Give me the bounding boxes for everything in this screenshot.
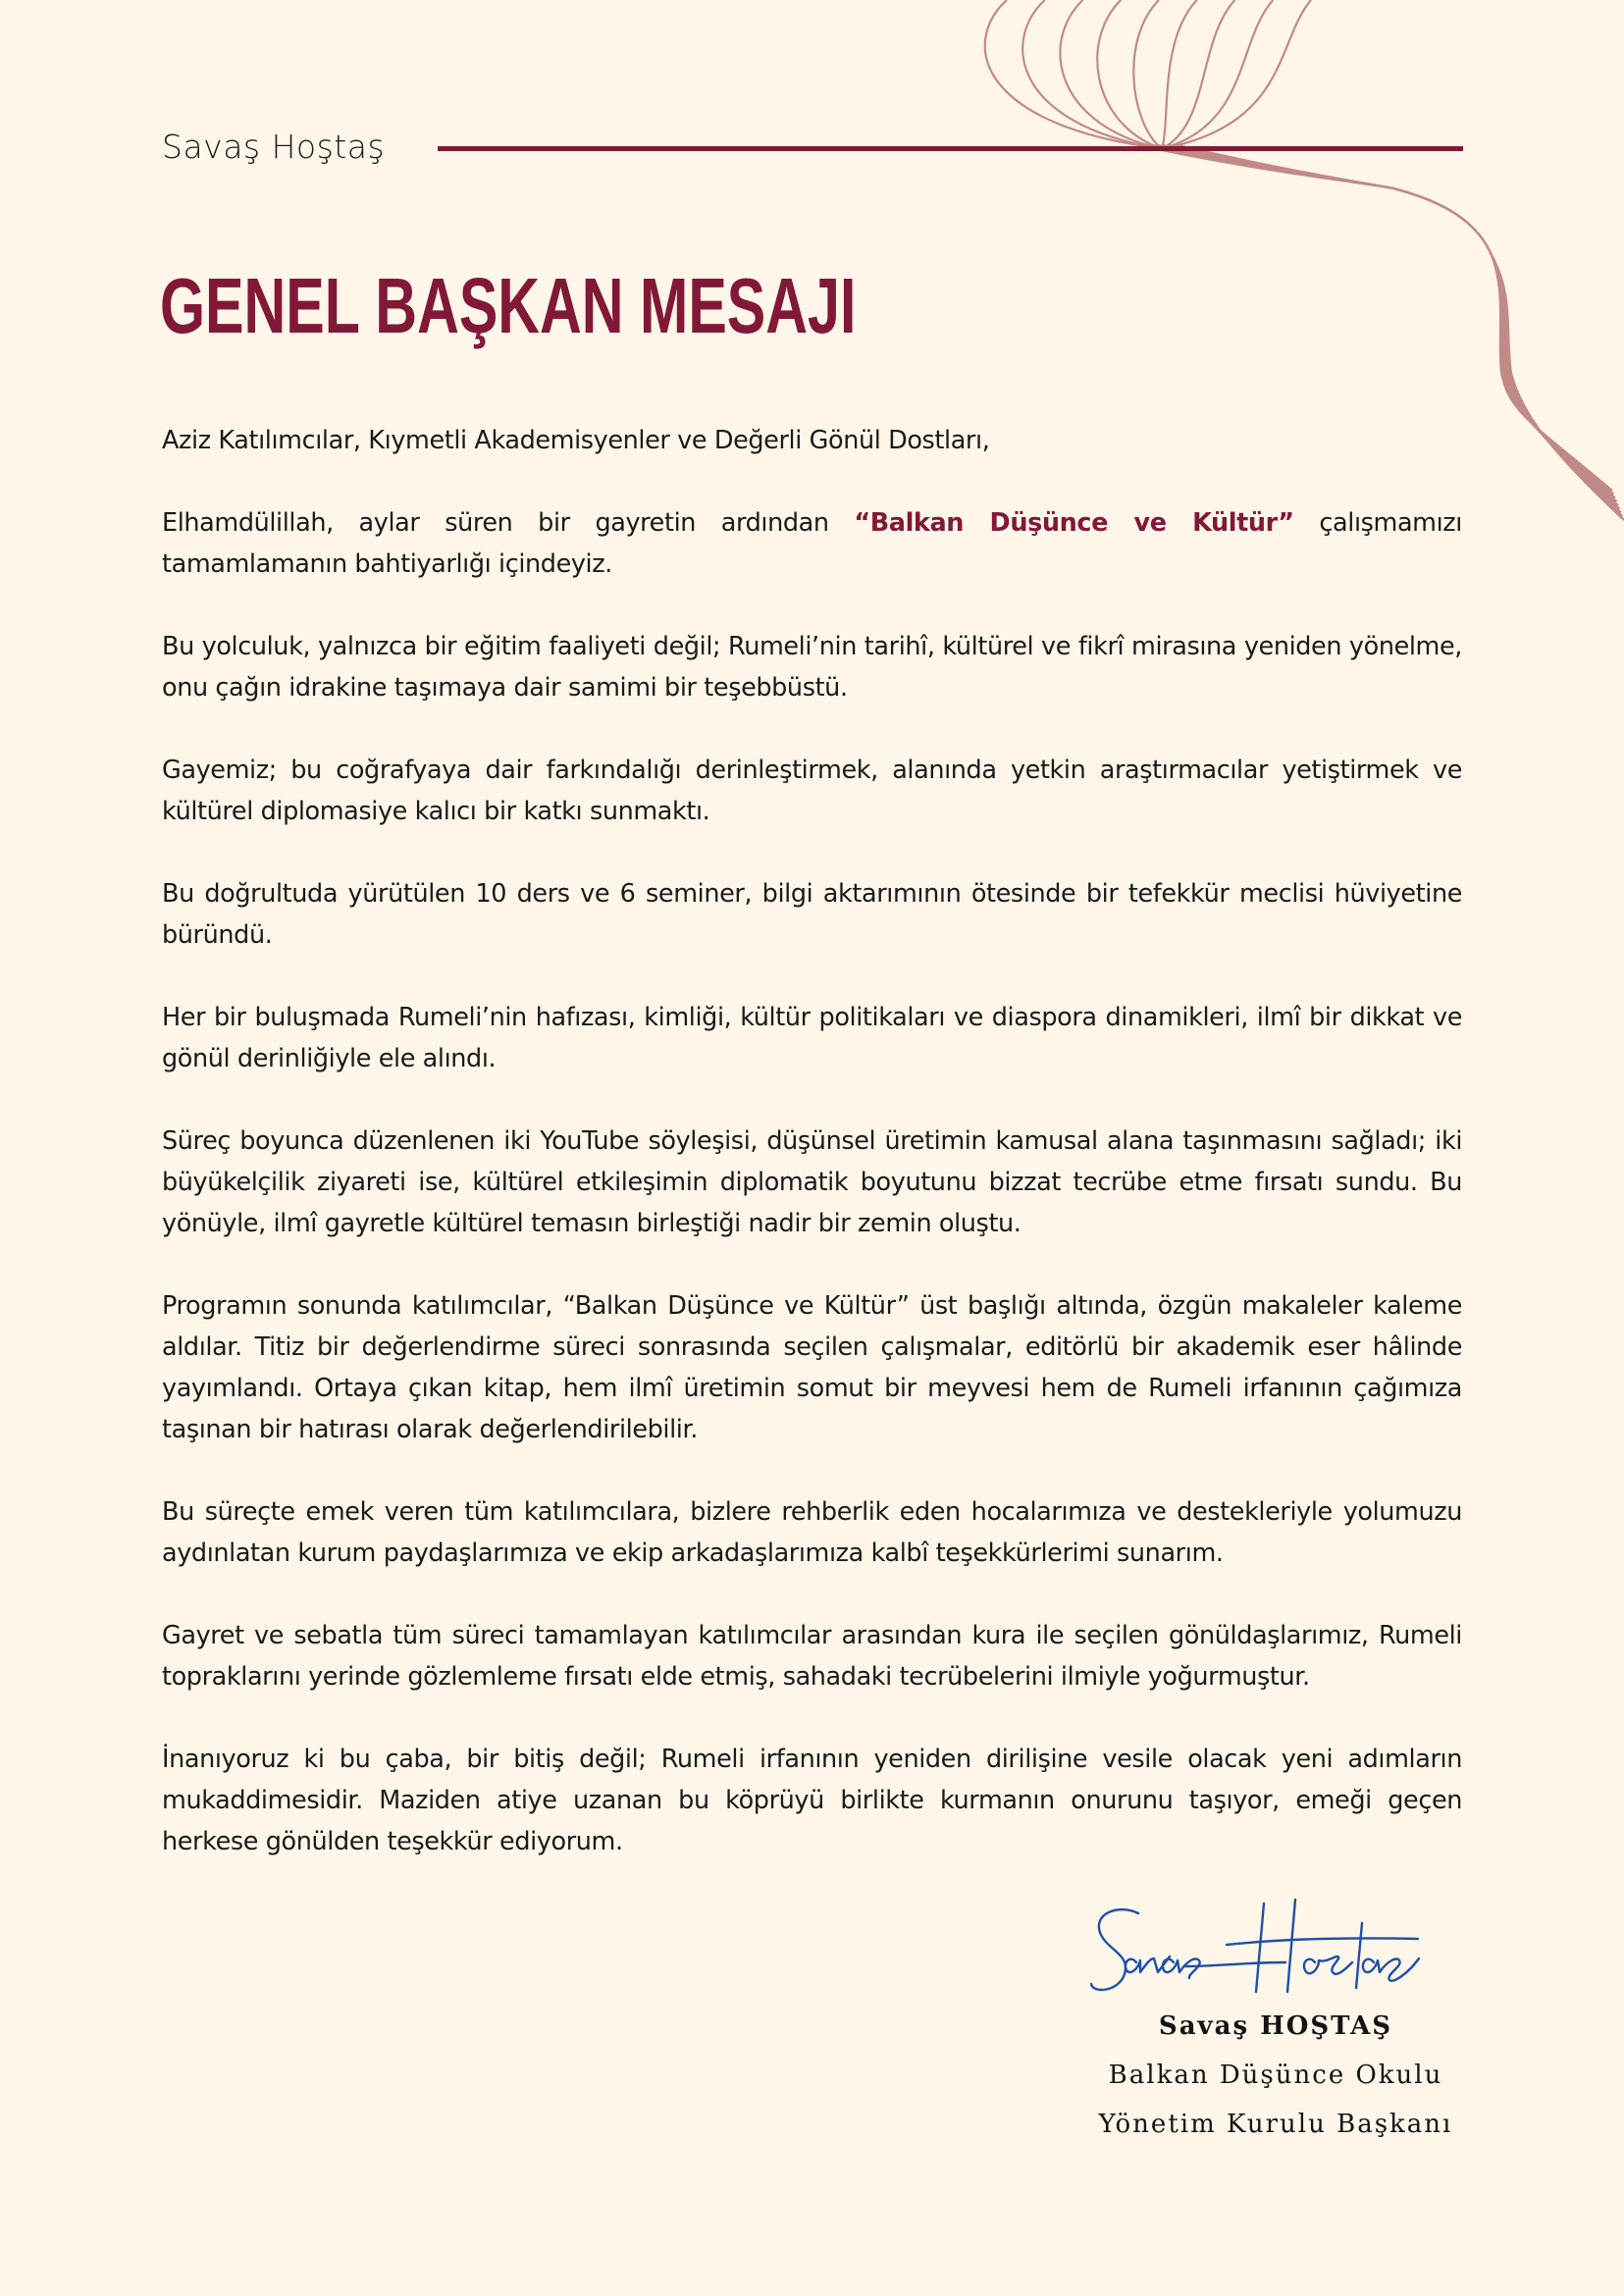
paragraph-6: Süreç boyunca düzenlenen iki YouTube söyleşisi, düşünsel üretimin kamusal alana taşınmasını sağladı; iki büyükelçilik ziyareti ise, kültürel etkileşimin diplomatik boyutunu bizzat tecrübe etme fırsatı sundu. Bu yönüyle, ilmî gayretle kültürel temasın birleştiği nadir bir zemin oluştu. bbox=[162, 1126, 1462, 1238]
header-rule bbox=[438, 146, 1463, 151]
paragraph-7: Programın sonunda katılımcılar, “Balkan Düşünce ve Kültür” üst başlığı altında, özgün makaleler kaleme aldılar. Titiz bir değerlendirme süreci sonrasında seçilen çalışmalar, editörlü bir akademik eser hâlinde yayımlandı. Ortaya çıkan kitap, hem ilmî üretimin somut bir meyvesi hem de Rumeli irfanının çağımıza taşınan bir hatırası olarak değerlendirilebilir. bbox=[162, 1291, 1462, 1444]
header-author-name: Savaş Hoştaş bbox=[162, 128, 386, 166]
signatory-role: Yönetim Kurulu Başkanı bbox=[1098, 2110, 1453, 2139]
program-title-highlight: “Balkan Düşünce ve Kültür” bbox=[854, 508, 1294, 538]
paragraph-1-text-b: çalışmamızı tamamlamanın bahtiyarlığı içindeyiz. bbox=[162, 508, 1462, 579]
handwritten-signature bbox=[1079, 1894, 1472, 2002]
signature-block bbox=[1060, 1894, 1492, 2149]
page-title: GENEL BAŞKAN MESAJI bbox=[160, 262, 857, 349]
greeting-paragraph: Aziz Katılımcılar, Kıymetli Akademisyenler ve Değerli Gönül Dostları, bbox=[162, 426, 990, 455]
paragraph-5: Her bir buluşmada Rumeli’nin hafızası, kimliği, kültür politikaları ve diaspora dinamikleri, ilmî bir dikkat ve gönül derinliğiyle ele alındı. bbox=[162, 1003, 1462, 1073]
message-body bbox=[162, 420, 1462, 1904]
paragraph-9: Gayret ve sebatla tüm süreci tamamlayan katılımcılar arasından kura ile seçilen gönüldaşlarımız, Rumeli topraklarını yerinde gözlemleme fırsatı elde etmiş, sahadaki tecrübelerini ilmiyle yoğurmuştur. bbox=[162, 1621, 1462, 1692]
paragraph-4: Bu doğrultuda yürütülen 10 ders ve 6 seminer, bilgi aktarımının ötesinde bir tefekkür meclisi hüviyetine büründü. bbox=[162, 879, 1462, 950]
signatory-organization: Balkan Düşünce Okulu bbox=[1108, 2061, 1443, 2090]
paragraph-1-text-a: Elhamdülillah, aylar süren bir gayretin ardından bbox=[162, 508, 855, 538]
paragraph-10: İnanıyoruz ki bu çaba, bir bitiş değil; Rumeli irfanının yeniden dirilişine vesile olacak yeni adımların mukaddimesidir. Maziden atiye uzanan bu köprüyü birlikte kurmanın onurunu taşıyor, emeği geçen herkese gönülden teşekkür ediyorum. bbox=[162, 1745, 1462, 1856]
paragraph-3: Gayemiz; bu coğrafyaya dair farkındalığı derinleştirmek, alanında yetkin araştırmacılar yetiştirmek ve kültürel diplomasiye kalıcı bir katkı sunmaktı. bbox=[162, 756, 1462, 826]
paragraph-8: Bu süreçte emek veren tüm katılımcılara, bizlere rehberlik eden hocalarımıza ve destekleriyle yolumuzu aydınlatan kurum paydaşlarımıza ve ekip arkadaşlarımıza kalbî teşekkürlerimi sunarım. bbox=[162, 1497, 1462, 1568]
decorative-wave-line bbox=[985, 0, 1612, 491]
signatory-name: Savaş HOŞTAŞ bbox=[1158, 2011, 1393, 2041]
paragraph-1 bbox=[162, 502, 1462, 585]
paragraph-2: Bu yolculuk, yalnızca bir eğitim faaliyeti değil; Rumeli’nin tarihî, kültürel ve fikrî mirasına yeniden yönelme, onu çağın idrakine taşımaya dair samimi bir teşebbüstü. bbox=[162, 632, 1462, 703]
